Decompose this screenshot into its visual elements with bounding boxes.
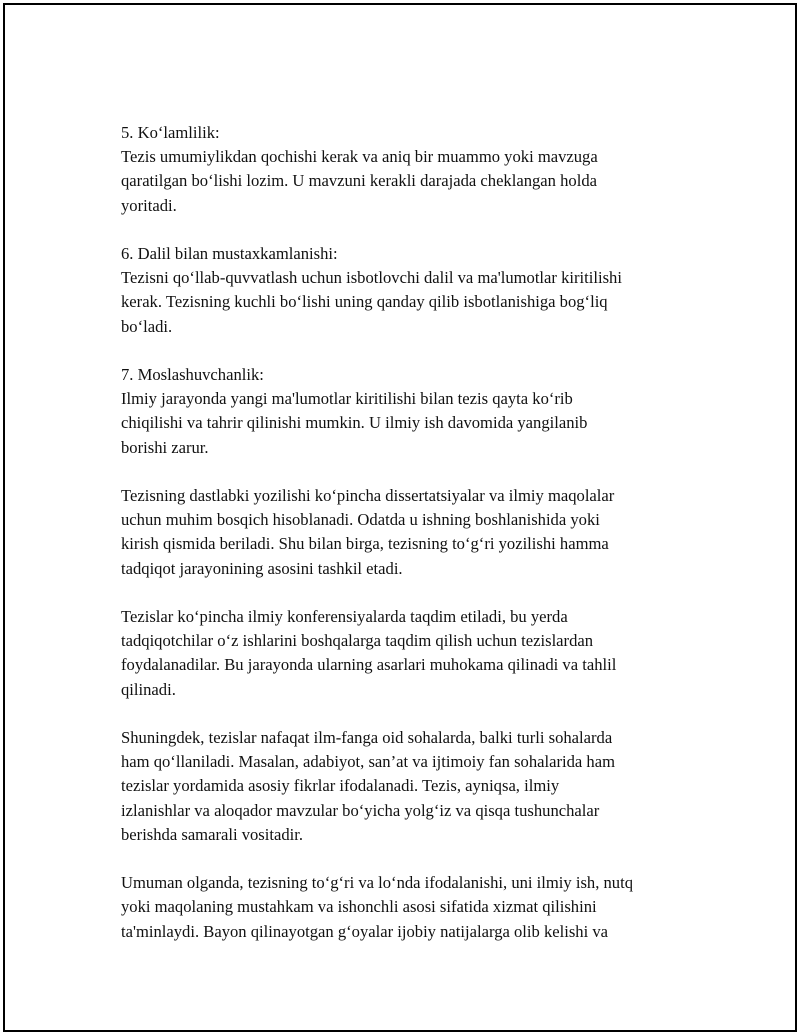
paragraph-konferensiyalar [121,605,696,702]
text-line: Tezisning dastlabki yozilishi ko‘pincha dissertatsiyalar va ilmiy maqolalar [121,486,615,505]
text-line: Ilmiy jarayonda yangi ma'lumotlar kiritilishi bilan tezis qayta ko‘rib [121,389,573,409]
text-line: foydalanadilar. Bu jarayonda ularning asarlari muhokama qilinadi va tahlil [121,655,617,675]
text-line: Tezis umumiylikdan qochishi kerak va aniq bir muammo yoki mavzuga [121,147,598,167]
text-line: qilinadi. [121,679,176,699]
text-line: Umuman olganda, tezisning to‘g‘ri va lo‘nda ifodalanishi, uni ilmiy ish, nutq [121,873,634,893]
text-line: kerak. Tezisning kuchli bo‘lishi uning qanday qilib isbotlanishiga bog‘liq [121,292,608,312]
text-line: yoki maqolaning mustahkam va ishonchli asosi sifatida xizmat qilishini [121,897,597,917]
section-heading: 6. Dalil bilan mustaxkamlanishi: [121,244,338,263]
text-line: kirish qismida beriladi. Shu bilan birga, tezisning to‘g‘ri yozilishi hamma [121,534,609,554]
text-line: Tezisni qo‘llab-quvvatlash uchun isbotlovchi dalil va ma'lumotlar kiritilishi [121,268,622,288]
text-line: ta'minlaydi. Bayon qilinayotgan g‘oyalar ijobiy natijalarga olib kelishi va [121,921,609,941]
paragraph-dastlabki-yozilishi [121,484,696,581]
section-heading: 7. Moslashuvchanlik: [121,365,264,384]
text-line: tezislar yordamida asosiy fikrlar ifodalanadi. Tezis, ayniqsa, ilmiy [121,776,560,796]
text-line: qaratilgan bo‘lishi lozim. U mavzuni kerakli darajada cheklangan holda [121,171,597,191]
section-5-kolamlilik [121,121,696,218]
text-line: yoritadi. [121,195,177,215]
page-frame [3,3,797,1032]
section-6-dalil [121,242,696,339]
section-7-moslashuvchanlik [121,363,696,460]
text-line: bo‘ladi. [121,316,173,336]
section-heading: 5. Ko‘lamlilik: [121,123,220,142]
text-line: Shuningdek, tezislar nafaqat ilm-fanga oid sohalarda, balki turli sohalarda [121,728,613,747]
text-line: izlanishlar va aloqador mavzular bo‘yicha yolg‘iz va qisqa tushunchalar [121,800,600,820]
text-line: chiqilishi va tahrir qilinishi mumkin. U ilmiy ish davomida yangilanib [121,413,588,433]
text-line: tadqiqotchilar o‘z ishlarini boshqalarga taqdim qilish uchun tezislardan [121,631,594,651]
text-line: Tezislar ko‘pincha ilmiy konferensiyalarda taqdim etiladi, bu yerda [121,607,568,626]
text-line: tadqiqot jarayonining asosini tashkil etadi. [121,558,403,578]
text-line: berishda samarali vositadir. [121,824,304,844]
paragraph-umuman-olganda [121,871,696,944]
text-line: borishi zarur. [121,437,209,457]
text-line: ham qo‘llaniladi. Masalan, adabiyot, san’at va ijtimoiy fan sohalarida ham [121,752,615,772]
document-body [121,121,696,968]
text-line: uchun muhim bosqich hisoblanadi. Odatda u ishning boshlanishida yoki [121,510,600,530]
paragraph-shuningdek [121,726,696,847]
